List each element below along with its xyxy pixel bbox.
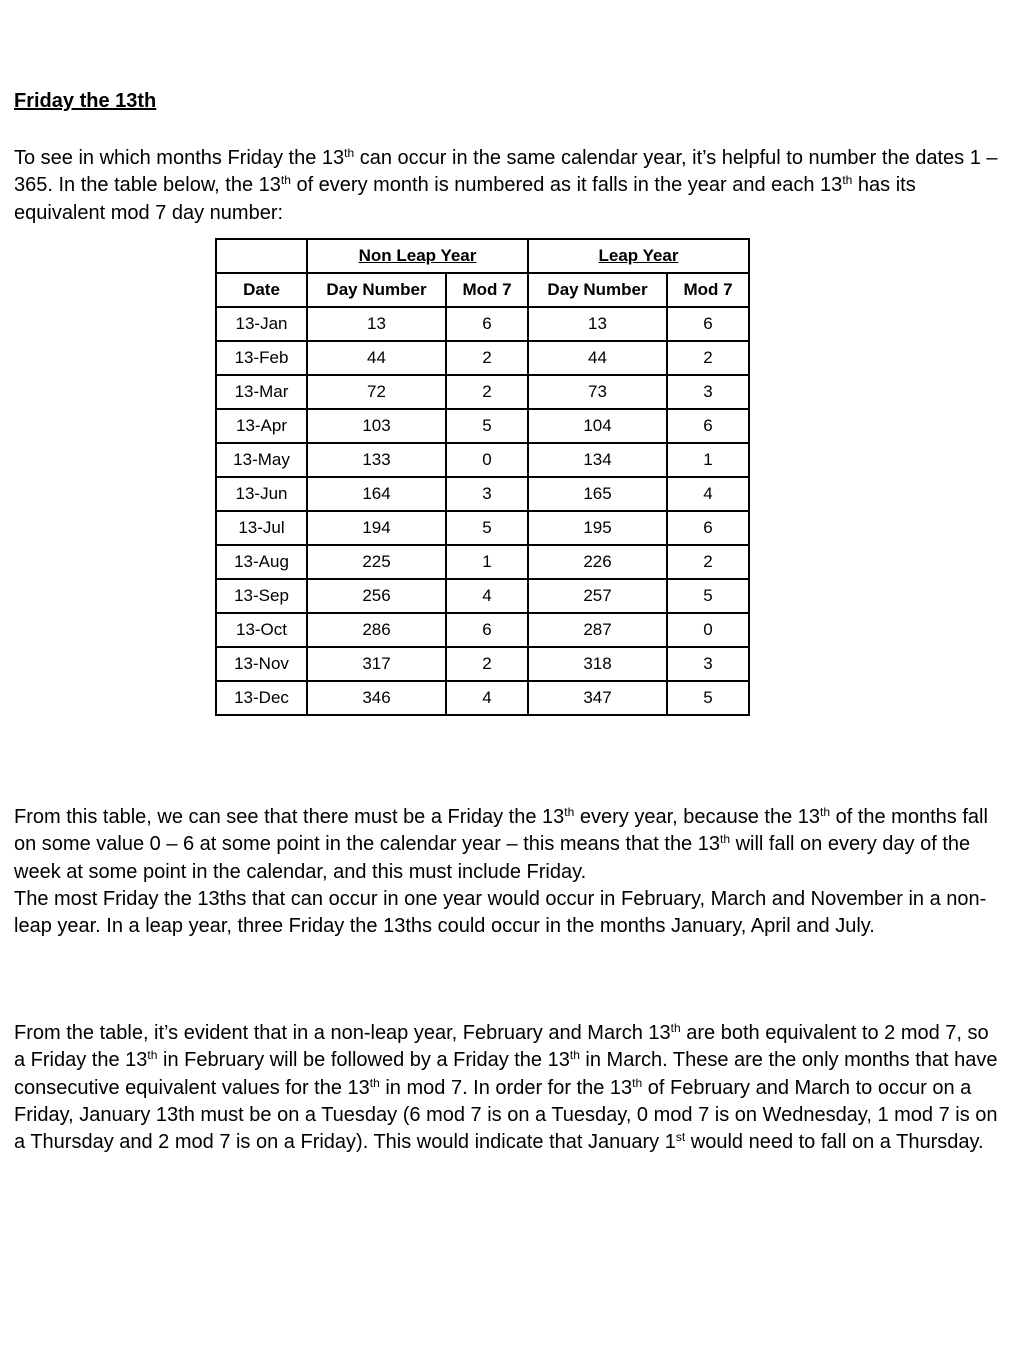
table-cell: 13 — [528, 307, 667, 341]
table-row — [216, 477, 749, 511]
table-cell: 4 — [446, 681, 528, 715]
table-cell: 44 — [307, 341, 446, 375]
table-row — [216, 511, 749, 545]
table-cell: 133 — [307, 443, 446, 477]
table-row — [216, 545, 749, 579]
table-cell: 6 — [446, 613, 528, 647]
table-cell: 0 — [667, 613, 749, 647]
intro-paragraph — [14, 145, 1004, 227]
table-cell: 1 — [446, 545, 528, 579]
conclusion-text: in March. These are the only months that have consecutive equivalent values for the 13 — [14, 1049, 998, 1099]
table-cell: 13-Jul — [216, 511, 307, 545]
table-cell: 4 — [446, 579, 528, 613]
table-cell: 346 — [307, 681, 446, 715]
superscript: st — [675, 1130, 686, 1145]
table-cell: 13-Jan — [216, 307, 307, 341]
friday-13th-table — [215, 238, 750, 716]
table-cell: 13-Feb — [216, 341, 307, 375]
table-cell: 13-Jun — [216, 477, 307, 511]
table-cell: 6 — [667, 307, 749, 341]
superscript: th — [720, 832, 731, 847]
analysis-text: will fall on every day of the week at some point in the calendar, and this must include Friday. — [14, 833, 971, 883]
table-cell: 13-Nov — [216, 647, 307, 681]
table-cell: 2 — [446, 341, 528, 375]
superscript: th — [564, 805, 575, 819]
column-header: Mod 7 — [667, 273, 749, 307]
superscript: th — [369, 1075, 380, 1090]
table-cell: 257 — [528, 579, 667, 613]
superscript: th — [670, 1021, 681, 1035]
analysis-text: of the months fall on some value 0 – 6 at some point in the calendar year – this means that the 13 — [14, 806, 988, 856]
table-cell: 225 — [307, 545, 446, 579]
table-cell: 347 — [528, 681, 667, 715]
table-cell: 13-May — [216, 443, 307, 477]
table-row — [216, 613, 749, 647]
table-cell: 13-Sep — [216, 579, 307, 613]
conclusion-text: in February will be followed by a Friday the 13 — [157, 1049, 570, 1072]
analysis-paragraph — [14, 804, 1004, 940]
table-cell: 0 — [446, 443, 528, 477]
empty-header-cell — [216, 239, 307, 273]
analysis-text: every year, because the 13 — [574, 806, 821, 828]
table-cell: 3 — [667, 375, 749, 409]
superscript: th — [147, 1048, 158, 1063]
table-row — [216, 307, 749, 341]
table-cell: 2 — [667, 341, 749, 375]
intro-text: has its equivalent mod 7 day number: — [14, 174, 916, 224]
table-row — [216, 647, 749, 681]
table-cell: 2 — [446, 375, 528, 409]
column-header: Day Number — [528, 273, 667, 307]
table-cell: 164 — [307, 477, 446, 511]
table-cell: 317 — [307, 647, 446, 681]
table-cell: 13-Dec — [216, 681, 307, 715]
table-cell: 44 — [528, 341, 667, 375]
table-cell: 226 — [528, 545, 667, 579]
table-cell: 73 — [528, 375, 667, 409]
superscript: th — [842, 173, 853, 188]
table-row — [216, 341, 749, 375]
table-cell: 3 — [446, 477, 528, 511]
group-header-row — [216, 239, 749, 273]
table-cell: 13-Apr — [216, 409, 307, 443]
column-header: Day Number — [307, 273, 446, 307]
table-cell: 2 — [446, 647, 528, 681]
table-cell: 5 — [667, 579, 749, 613]
table-cell: 104 — [528, 409, 667, 443]
column-header: Mod 7 — [446, 273, 528, 307]
leap-year-header: Leap Year — [528, 239, 749, 273]
table-row — [216, 579, 749, 613]
table-cell: 1 — [667, 443, 749, 477]
table-cell: 6 — [667, 511, 749, 545]
table-row — [216, 443, 749, 477]
table-cell: 6 — [446, 307, 528, 341]
superscript: th — [280, 173, 291, 188]
table-cell: 3 — [667, 647, 749, 681]
table-row — [216, 409, 749, 443]
document-title: Friday the 13th — [14, 90, 157, 112]
table-cell: 134 — [528, 443, 667, 477]
conclusion-text: would need to fall on a Thursday. — [685, 1131, 984, 1154]
table-cell: 13-Mar — [216, 375, 307, 409]
intro-text: To see in which months Friday the 13 — [14, 147, 345, 169]
superscript: th — [632, 1075, 643, 1090]
table-cell: 318 — [528, 647, 667, 681]
table-cell: 287 — [528, 613, 667, 647]
column-header-row — [216, 273, 749, 307]
table-cell: 4 — [667, 477, 749, 511]
table-cell: 5 — [667, 681, 749, 715]
table-cell: 72 — [307, 375, 446, 409]
table-cell: 165 — [528, 477, 667, 511]
superscript: th — [344, 146, 355, 160]
superscript: th — [820, 805, 831, 819]
table-cell: 256 — [307, 579, 446, 613]
table-cell: 13-Oct — [216, 613, 307, 647]
table-row — [216, 681, 749, 715]
table-body — [216, 307, 749, 715]
intro-text: can occur in the same calendar year, it’s helpful to number the dates 1 – 365. In the table below, the 13 — [14, 147, 998, 197]
table-cell: 195 — [528, 511, 667, 545]
conclusion-text: of February and March to occur on a Friday, January 13th must be on a Tuesday (6 mod 7 is on a Tuesday, 0 mod 7 is on Wednesday, 1 mod 7 is on a Thursday and 2 mod 7 is on a Friday). This would indicate that January 1 — [14, 1076, 998, 1154]
superscript: th — [569, 1048, 580, 1063]
table-cell: 2 — [667, 545, 749, 579]
table-row — [216, 375, 749, 409]
table-cell: 6 — [667, 409, 749, 443]
conclusion-text: From the table, it’s evident that in a non-leap year, February and March 13 — [14, 1022, 671, 1044]
conclusion-text: in mod 7. In order for the 13 — [379, 1076, 633, 1099]
table-cell: 13-Aug — [216, 545, 307, 579]
column-header: Date — [216, 273, 307, 307]
table-cell: 13 — [307, 307, 446, 341]
non-leap-year-header: Non Leap Year — [307, 239, 528, 273]
conclusion-paragraph — [14, 1020, 1004, 1156]
table-cell: 194 — [307, 511, 446, 545]
table-cell: 5 — [446, 409, 528, 443]
table-cell: 5 — [446, 511, 528, 545]
intro-text: of every month is numbered as it falls in the year and each 13 — [290, 174, 843, 197]
conclusion-text: are both equivalent to 2 mod 7, so a Friday the 13 — [14, 1022, 989, 1072]
analysis-text: From this table, we can see that there must be a Friday the 13 — [14, 806, 565, 828]
table-cell: 103 — [307, 409, 446, 443]
analysis-text: The most Friday the 13ths that can occur in one year would occur in February, March and November in a non-leap year. In a leap year, three Friday the 13ths could occur in the months January, April and July. — [14, 887, 987, 938]
table-cell: 286 — [307, 613, 446, 647]
